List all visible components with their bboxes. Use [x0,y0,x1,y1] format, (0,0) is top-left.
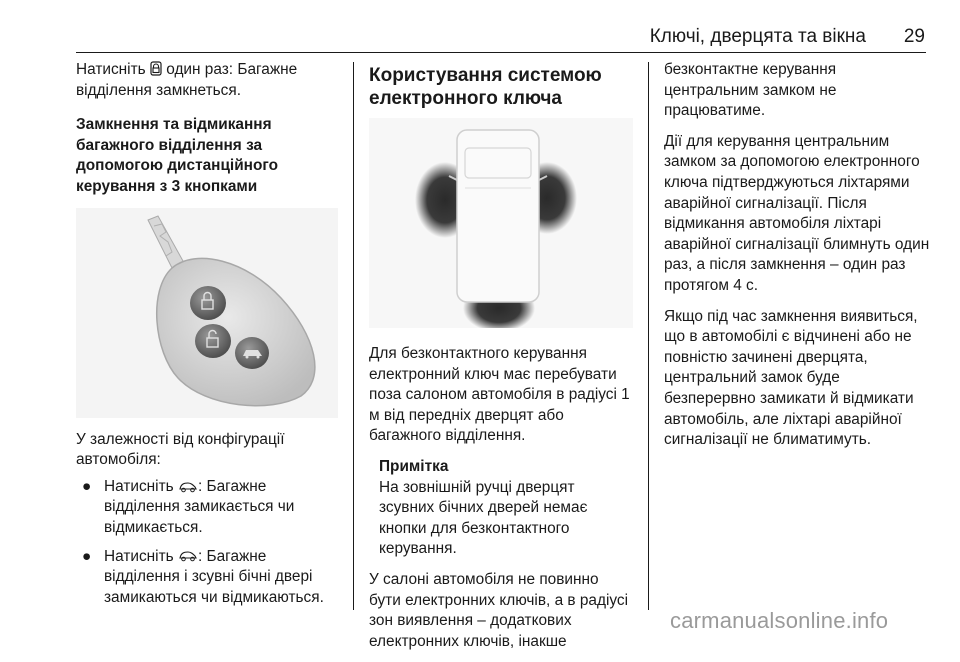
car-trunk-key-icon [178,481,198,493]
configuration-paragraph: У залежності від конфігурації автомобіля: [76,430,285,469]
column-divider-1 [353,62,354,610]
bullet-item-1: ● Натисніть : Багажне відділення замикається чи відмикається. [82,477,295,536]
note-title: Примітка [379,457,449,475]
detection-zones-figure [369,118,633,328]
column-1 [76,60,338,616]
page-header-title: Ключі, дверцята та вікна [649,26,866,47]
bullet-mark: ● [82,547,92,565]
car-trunk-key-icon [178,550,198,562]
trunk-lock-icon [150,61,162,76]
note-box [369,457,633,560]
column-divider-2 [648,62,649,610]
continuation-paragraph: безконтактне керування центральним замком не працюватиме. [664,61,837,120]
page-number: 29 [903,26,925,47]
bullet-item-2: ● Натисніть : Багажне відділення і зсувні бічні двері замикаються чи відмикаються. [82,547,324,606]
open-doors-paragraph: Якщо під час замкнення виявиться, що в автомобілі є відчинені або не повністю зачинені дверцята, центральний замок буде безперервно замикати й відмикати автомобіль, але ліхтарі аварійної сигналізації не блиматимуть. [664,307,918,449]
remote-key-illustration [76,208,338,418]
bullet-mark: ● [82,477,92,495]
watermark: carmanualsonline.info [670,608,889,633]
remote-key-figure [76,208,338,418]
column-3 [664,60,934,461]
interior-keys-paragraph: У салоні автомобіля не повинно бути електронних ключів, а в радіусі зон виявлення – додаткових електронних ключів, інакше [369,570,629,650]
header-rule [76,52,926,53]
contactless-paragraph: Для безконтактного керування електронний ключ має перебувати поза салоном автомобіля в радіусі 1 м від передніх дверцят або багажного відділення. [369,345,630,445]
column-2 [369,60,633,662]
hazard-lights-paragraph: Дії для керування центральним замком за допомогою електронного ключа підтверджуються ліхтарями аварійної сигналізації. Після відмикання автомобіля ліхтарі аварійної сигналізації блимнуть один раз, а після замкнення – один раз протягом 4 с. [664,132,930,294]
intro-paragraph: Натисніть один раз: Багажне відділення замкнеться. [76,61,298,99]
section-heading-electronic-key: Користування системою електронного ключа [369,65,602,109]
note-text: На зовнішній ручці дверцят зсувних бічних дверей немає кнопки для безконтактного керування. [379,478,588,558]
detection-zones-illustration [369,118,633,328]
section-heading-remote: Замкнення та відмикання багажного відділення за допомогою дистанційного керування з 3 кнопками [76,116,278,195]
